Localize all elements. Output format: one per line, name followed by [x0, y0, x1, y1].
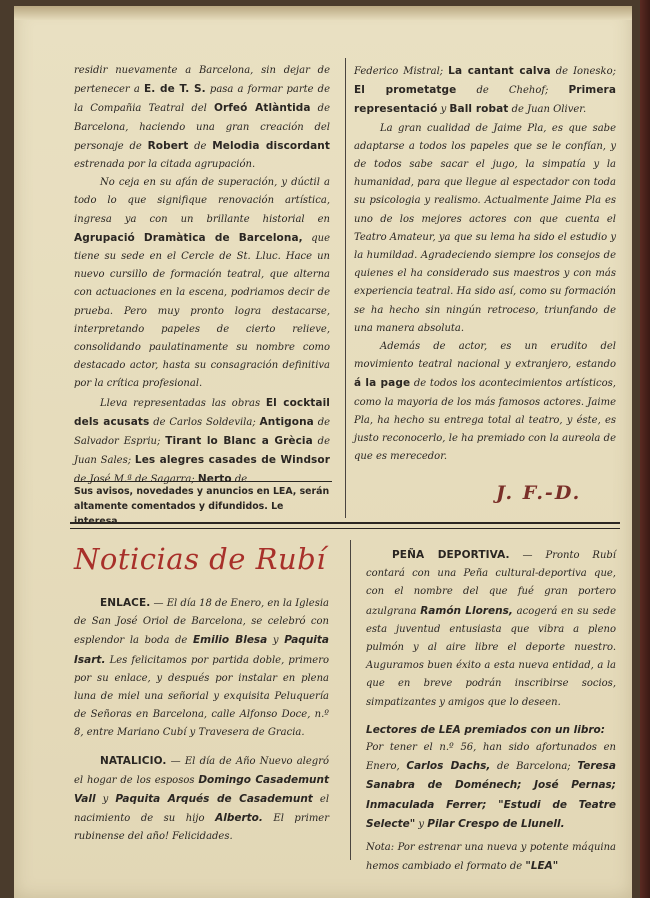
text-run: y — [415, 818, 428, 830]
emphasis-run: ENLACE. — [100, 597, 151, 609]
section-title: Noticias de Rubí — [74, 542, 326, 576]
column-divider-top — [345, 58, 346, 518]
emphasis-run: Antigona — [259, 415, 314, 428]
emphasis-run: Robert — [147, 139, 189, 152]
emphasis-run: Paquita Isart. — [74, 634, 329, 666]
text-run: que tiene su sede en el Cercle de St. Lluc. Hace un nuevo cursillo de formación teatral, que alterna con actuaciones en la escena, podriamos decir de prueba. Pero muy pronto logra destacarse, interpretando papeles de cierto relieve, consolidando paulatinamente su nombre como destacado actor, hasta su consagración definitiva por la crítica profesional. — [74, 232, 330, 390]
text-run: de todos los acontecimientos artísticos, como la mayoria de los más famosos actores. Jaime Pla, ha hecho su entrega total al teatro, y éste, es justo reconocerlo, le ha premiado con la aureola de que es merecedor. — [354, 378, 616, 463]
text-run: pasa a formar parte de la Compañia Teatral del — [74, 84, 330, 115]
text-run: de Barcelona; — [490, 761, 578, 773]
text-run: Nota: Por estrenar una nueva y potente máquina hemos cambiado el formato de — [366, 842, 616, 873]
page-top-edge — [14, 6, 632, 20]
emphasis-run: Orfeó Atlàntida — [213, 102, 311, 115]
text-run: El primer rubinense del año! Felicidades. — [74, 813, 329, 843]
paragraph-1 — [74, 62, 330, 174]
text-run: Lleva representadas las obras — [100, 397, 266, 409]
text-run: y — [437, 104, 450, 116]
emphasis-run: Ramón Llorens, — [420, 604, 513, 617]
text-run: Por tener el n.º 56, han sido afortunados en Enero, — [366, 742, 616, 773]
emphasis-run: "LEA" — [525, 860, 559, 873]
text-run: de José M.ª de Sagarra; — [74, 474, 198, 486]
emphasis-run: El prometatge — [354, 84, 457, 97]
text-run: Además de actor, es un erudito del movimiento teatral nacional y extranjero, estando — [354, 341, 616, 371]
emphasis-run: Domingo Casademunt Vall — [74, 773, 329, 806]
emphasis-run: Paquita Arqués de Casademunt — [115, 793, 313, 806]
magazine-page — [14, 6, 632, 898]
text-run: de — [188, 140, 213, 152]
text-run: residir nuevamente a Barcelona, sin dejar de pertenecer a — [74, 65, 330, 96]
text-run: acogerá en su sede esta juventud entusiasta que vibra a pleno pulmón y al aire libre el deporte nuestro. Auguramos buen éxito a esta nueva entidad, a la que en breve podrán inscribirse socios, simpatizantes y amigos que lo deseen. — [366, 605, 616, 708]
emphasis-run: Melodia discordant — [212, 139, 330, 152]
section-rule — [70, 522, 620, 524]
text-run: de — [231, 474, 248, 486]
emphasis-run: E. de T. S. — [143, 83, 206, 96]
nota-format — [366, 839, 616, 876]
author-signature: J. F.-D. — [496, 482, 582, 504]
emphasis-run: Primera representació — [354, 84, 616, 116]
text-run: el nacimiento de su hijo — [74, 794, 330, 825]
bottom-right-column — [366, 546, 616, 876]
text-run: y — [267, 635, 285, 647]
text-run: de Chehof; — [456, 85, 569, 97]
text-run: de Juan Oliver. — [508, 104, 587, 116]
paragraph-3 — [354, 338, 616, 466]
emphasis-run: NATALICIO. — [100, 754, 167, 767]
text-run: — El día 18 de Enero, en la Iglesia de San José Oriol de Barcelona, se celebró con esplendor la boda de — [74, 598, 329, 647]
emphasis-run: El cocktail dels acusats — [74, 396, 330, 428]
top-right-column — [354, 62, 616, 466]
emphasis-run: Les alegres casades de Windsor — [134, 454, 331, 467]
emphasis-run: Teresa Sanabra de Doménech; José Pernas; Inmaculada Ferrer; "Estudi de Teatre Selecte" — [366, 760, 616, 830]
penya-news — [366, 546, 616, 712]
emphasis-run: PEÑA DEPORTIVA. — [392, 549, 510, 561]
text-run: Les felicitamos por partida doble, primero por su enlace, y después por instalar en plena luna de miel una señorial y exquisita Peluquería de Señoras en Barcelona, calle Alfonso Doce, n.º 8, entre Mariano Cubí y Travesera de Gracia. — [74, 654, 329, 739]
natalicio-news — [74, 752, 329, 847]
emphasis-run: á la page — [354, 377, 411, 390]
emphasis-run: Ball robat — [449, 103, 509, 116]
bottom-left-column — [74, 594, 329, 847]
text-run: — El día de Año Nuevo alegró el hogar de los esposos — [74, 755, 329, 786]
emphasis-run: Tirant lo Blanc a Grècia — [165, 435, 313, 448]
emphasis-run: Nerto — [197, 473, 232, 486]
emphasis-run: Emilio Blesa — [192, 634, 268, 647]
text-run: Federico Mistral; — [354, 66, 449, 77]
text-run: de Barcelona, haciendo una gran creación del personaje de — [74, 103, 331, 152]
text-run: de Juan Sales; — [74, 436, 330, 467]
section-rule-thin — [70, 528, 620, 529]
text-run: No ceja en su afán de superación, y dúctil a todo lo que signifique renovación artística, ingresa ya con un brillante historial en — [74, 177, 330, 225]
text-run: de Ionesko; — [550, 66, 616, 77]
emphasis-run: Carlos Dachs, — [406, 760, 491, 773]
paragraph-2 — [74, 174, 330, 393]
text-run: y — [95, 794, 116, 806]
text-run: de Salvador Espriu; — [74, 416, 331, 448]
lectores-winners — [366, 739, 616, 834]
top-left-column — [74, 62, 330, 490]
text-run: estrenada por la citada agrupación. — [74, 159, 256, 171]
text-run: de Carlos Soldevila; — [149, 416, 260, 428]
emphasis-run: Pilar Crespo de Llunell. — [427, 817, 565, 830]
binding-spine — [640, 0, 650, 898]
text-run: — Pronto Rubí contará con una Peña cultural-deportiva que, con el nombre del que fué gran portero azulgrana — [366, 550, 616, 617]
emphasis-run: Alberto. — [215, 812, 263, 825]
paragraph-2: La gran cualidad de Jaime Pla, es que sabe adaptarse a todos los papeles que se le confían, y de todos sabe sacar el jugo, la simpatía y la humanidad, para que llegue al espectador con toda su psicologia y realismo. Actualmente Jaime Pla es uno de los mejores actores con que cuenta el Teatro Amateur, ya que su lema ha sido el estudio y la humildad. Agradeciendo siempre los consejos de quienes el ha considerado sus maestros y con más experiencia teatral. Ha sido así, como su formación se ha hecho sin ningún retroceso, triunfando de una manera absoluta. — [354, 122, 616, 334]
emphasis-run: La cantant calva — [448, 65, 551, 77]
enlace-news — [74, 594, 329, 743]
advertising-note: Sus avisos, novedades y anuncios en LEA, serán altamente comentados y difundidos. Le — [74, 481, 332, 529]
paragraph-1 — [354, 62, 616, 120]
lectores-heading: Lectores de LEA premiados con un libro: — [366, 723, 605, 736]
column-divider-bottom — [350, 540, 351, 860]
paragraph-3 — [74, 394, 330, 490]
emphasis-run: Agrupació Dramàtica de Barcelona, — [74, 231, 303, 244]
